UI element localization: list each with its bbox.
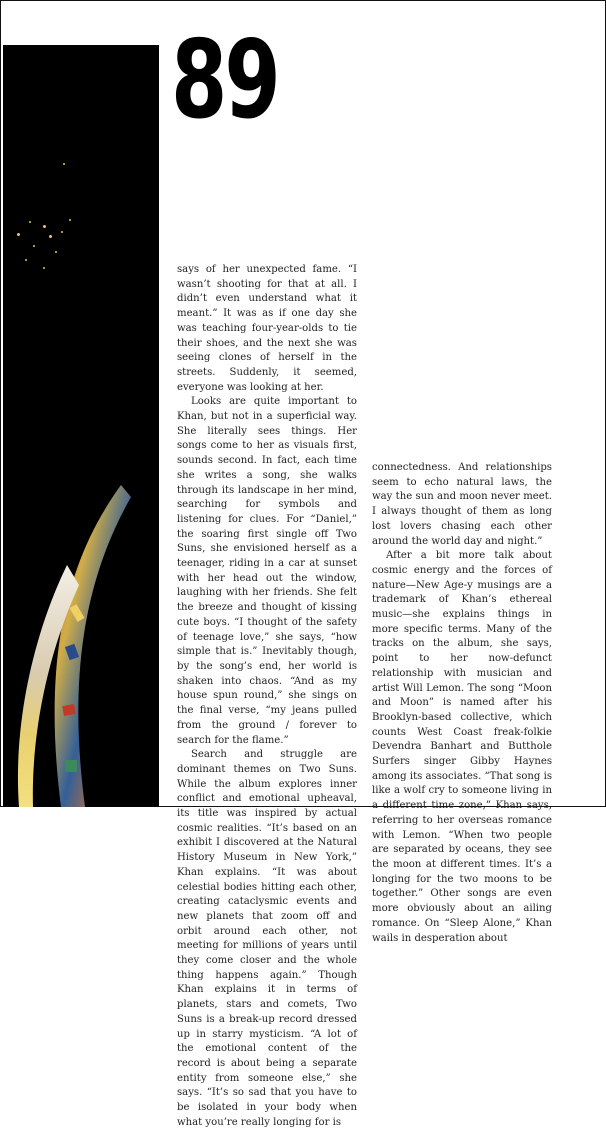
star-dot — [29, 221, 31, 223]
collage-crescent — [55, 485, 131, 807]
star-dot — [33, 245, 35, 247]
star-dot — [55, 251, 57, 253]
starfield-panel — [3, 45, 159, 807]
star-dot — [61, 231, 63, 233]
star-dot — [17, 233, 20, 236]
crescent-artwork — [3, 45, 159, 807]
star-dot — [49, 235, 52, 238]
star-dot — [63, 163, 65, 165]
paragraph: Looks are quite important to Khan, but not in a superficial way. She literally sees things. Her songs come to her as visuals first, sounds second. In fact, each time she writes a song, she walks through its landscape in her mind, searching for symbols and listening for clues. For “Daniel,” the soaring first single off Two Suns, she envisioned herself as a teenager, riding in a car at sunset with her head out the window, laughing with her friends. She felt the breeze and thought of kissing cute boys. “I thought of the safety of teenage love,” she says, “how simple that is.” Inevitably though, by the song’s end, her world is shaken into chaos. “And as my house spun round,” she sings on the final verse, “my jeans pulled from the ground / forever to search for the flame.” — [177, 396, 357, 746]
star-dot — [43, 267, 45, 269]
article-column-left — [177, 263, 357, 1130]
star-dot — [69, 219, 71, 221]
paragraph: connectedness. And relationships seem to echo natural laws, the way the sun and moon never meet. I always thought of them as long lost lovers chasing each other around the world day and night.” — [372, 462, 552, 547]
paragraph: Search and struggle are dominant themes on Two Suns. While the album explores inner conflict and emotional upheaval, its title was inspired by actual cosmic realities. “It’s based on an exhibit I discovered at the Natural History Museum in New York,” Khan explains. “It was about celestial bodies hitting each other, creating cataclysmic events and new planets that zoom off and orbit around each other, not meeting for millions of years until they come closer and the whole thing happens again.” Though Khan explains it in terms of planets, stars and comets, Two Suns is a break-up record dressed up in starry mysticism. “A lot of the emotional content of the record is about being a separate entity from someone else,” she says. “It’s so sad that you have to be isolated in your body when what you’re really longing for is — [177, 749, 357, 1128]
page-number: 89 — [171, 18, 278, 143]
article-column-right — [372, 461, 552, 946]
paragraph: says of her unexpected fame. “I wasn’t shooting for that at all. I didn’t even understand what it meant.” It was as if one day she was teaching four-year-olds to tie their shoes, and the next she was seeing clones of herself in the streets. Suddenly, it seemed, everyone was looking at her. — [177, 264, 357, 393]
paragraph: After a bit more talk about cosmic energy and the forces of nature—New Age-y musings are a trademark of Khan’s ethereal music—she explains things in more specific terms. Many of the tracks on the album, she says, point to her now-defunct relationship with musician and artist Will Lemon. The song “Moon and Moon” is named after his Brooklyn-based collective, which counts West Coast freak-folkie Devendra Banhart and Butthole Surfers singer Gibby Haynes among its associates. “That song is like a wolf cry to someone living in a different time zone,” Khan says, referring to her overseas romance with Lemon. “When two people are separated by oceans, they see the moon at different times. It’s a longing for the two moons to be together.” Other songs are even more obviously about an ailing romance. On “Sleep Alone,” Khan wails in desperation about — [372, 550, 553, 944]
star-dot — [25, 259, 27, 261]
star-dot — [43, 225, 46, 228]
